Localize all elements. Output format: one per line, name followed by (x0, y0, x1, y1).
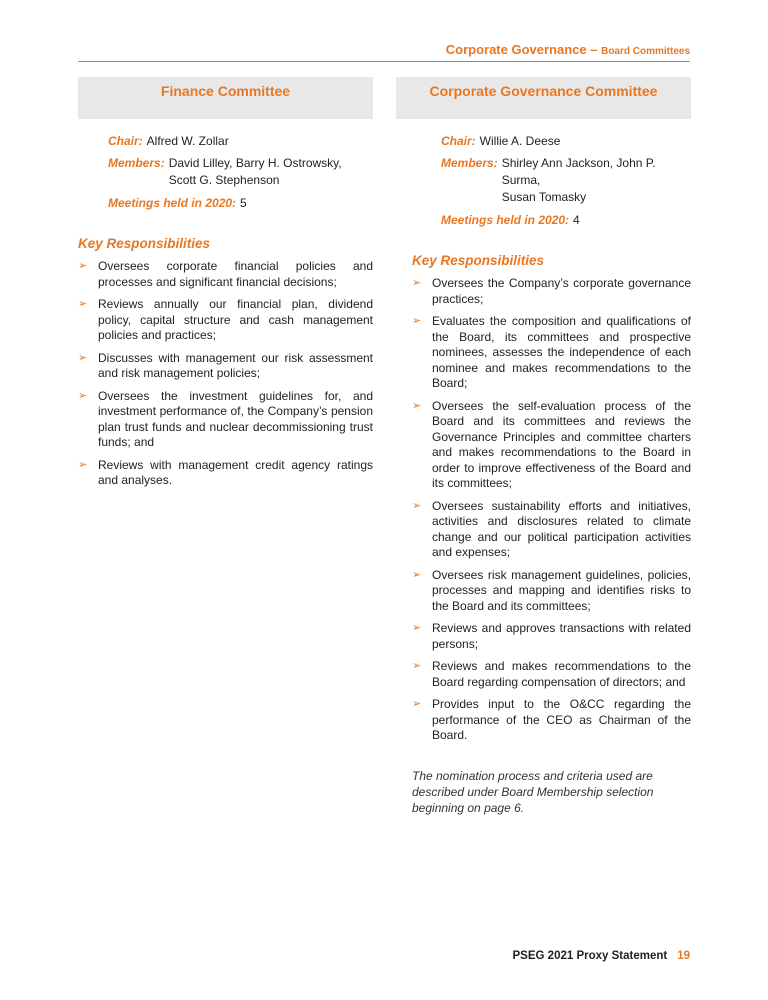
list-item-text: Oversees the self-evaluation process of the Board and its committees and reviews the Governance Principles and committee charters and makes recommendations to the Board in order to improve effectiveness of the Board and its committees; (432, 398, 691, 490)
chair-name: Willie A. Deese (479, 134, 561, 148)
list-item (412, 276, 691, 307)
list-item (412, 697, 691, 744)
header-divider (78, 61, 690, 62)
nomination-process-note: The nomination process and criteria used are described under Board Membership selection beginning on page 6. (412, 768, 654, 815)
arrowhead-bullet-icon: ➢ (412, 399, 422, 412)
meetings-line (108, 195, 373, 212)
list-item (78, 297, 373, 344)
members-row: Susan Tomasky (501, 190, 587, 204)
finance-committee-column (78, 77, 373, 496)
list-item (78, 389, 373, 451)
list-item-text: Reviews annually our financial plan, dividend policy, capital structure and cash management policies and practices; (98, 297, 373, 342)
list-item-text: Oversees the Company’s corporate governance practices; (432, 276, 691, 306)
list-item-text: Reviews with management credit agency ratings and analyses. (98, 457, 373, 487)
members-line (441, 155, 691, 206)
chair-label: Chair: (108, 134, 143, 148)
meetings-label: Meetings held in 2020: (441, 213, 570, 227)
page-number: 19 (677, 950, 690, 962)
members-label: Members: (108, 156, 165, 170)
list-item-text: Reviews and makes recommendations to the Board regarding compensation of directors; and (432, 659, 691, 689)
list-item (78, 259, 373, 290)
list-item (78, 458, 373, 489)
arrowhead-bullet-icon: ➢ (412, 568, 422, 581)
members-row: Scott G. Stephenson (168, 173, 280, 187)
meetings-label: Meetings held in 2020: (108, 196, 237, 210)
chair-line (108, 133, 373, 150)
list-item-text: Oversees the investment guidelines for, and investment performance of, the Company’s pension plan trust funds and nuclear decommissioning trust funds; and (98, 388, 373, 449)
members-names (502, 155, 691, 206)
arrowhead-bullet-icon: ➢ (412, 622, 422, 634)
governance-responsibilities-list (412, 276, 691, 744)
arrowhead-bullet-icon: ➢ (78, 298, 88, 310)
list-item (78, 351, 373, 382)
arrowhead-bullet-icon: ➢ (78, 458, 88, 471)
chair-label: Chair: (441, 134, 476, 148)
members-label: Members: (441, 156, 498, 170)
arrowhead-bullet-icon: ➢ (78, 351, 88, 364)
page-header-title (446, 42, 690, 57)
finance-committee-info (78, 133, 373, 212)
governance-committee-column (396, 77, 691, 816)
list-item (412, 659, 691, 690)
members-line (108, 155, 373, 189)
arrowhead-bullet-icon: ➢ (412, 277, 422, 289)
title-separator: – (586, 42, 602, 57)
members-row: Shirley Ann Jackson, John P. Surma, (501, 156, 656, 187)
list-item-text: Evaluates the composition and qualifications of the Board, its committees and prospective nominees, assesses the independence of each nominee and makes recommendations to the Board; (432, 314, 691, 390)
key-responsibilities-heading: Key Responsibilities (412, 253, 545, 268)
arrowhead-bullet-icon: ➢ (78, 260, 88, 272)
list-item (412, 621, 691, 652)
arrowhead-bullet-icon: ➢ (412, 660, 422, 672)
arrowhead-bullet-icon: ➢ (78, 389, 88, 402)
arrowhead-bullet-icon: ➢ (412, 315, 422, 327)
meetings-count: 4 (573, 213, 580, 227)
section-subtitle: Board Committees (601, 46, 690, 57)
list-item-text: Discusses with management our risk assessment and risk management policies; (98, 350, 373, 380)
governance-committee-heading: Corporate Governance Committee (396, 77, 691, 119)
governance-committee-info (396, 133, 691, 229)
meetings-count: 5 (240, 196, 247, 210)
list-item-text: Oversees sustainability efforts and initiatives, activities and disclosures related to climate change and our political participation activities and expenses; (432, 498, 691, 559)
chair-line (441, 133, 691, 150)
arrowhead-bullet-icon: ➢ (412, 698, 422, 710)
finance-committee-heading: Finance Committee (78, 77, 373, 119)
key-responsibilities-heading: Key Responsibilities (78, 236, 211, 251)
list-item (412, 314, 691, 392)
list-item (412, 499, 691, 561)
list-item-text: Provides input to the O&CC regarding the performance of the CEO as Chairman of the Board. (432, 697, 691, 742)
finance-responsibilities-list (78, 259, 373, 489)
page-footer (513, 950, 690, 962)
arrowhead-bullet-icon: ➢ (412, 499, 422, 512)
list-item (412, 568, 691, 615)
list-item-text: Oversees corporate financial policies and processes and significant financial decisions; (98, 259, 373, 289)
members-row: David Lilley, Barry H. Ostrowsky, (168, 156, 342, 170)
chair-name: Alfred W. Zollar (146, 134, 229, 148)
section-title: Corporate Governance (445, 42, 587, 57)
list-item-text: Oversees risk management guidelines, policies, processes and mapping and identifies risks to the Board and its committees; (432, 567, 691, 613)
document-title: PSEG 2021 Proxy Statement (512, 950, 668, 962)
list-item (412, 399, 691, 492)
meetings-line (441, 212, 691, 229)
members-names (169, 155, 373, 189)
list-item-text: Reviews and approves transactions with related persons; (432, 621, 691, 651)
